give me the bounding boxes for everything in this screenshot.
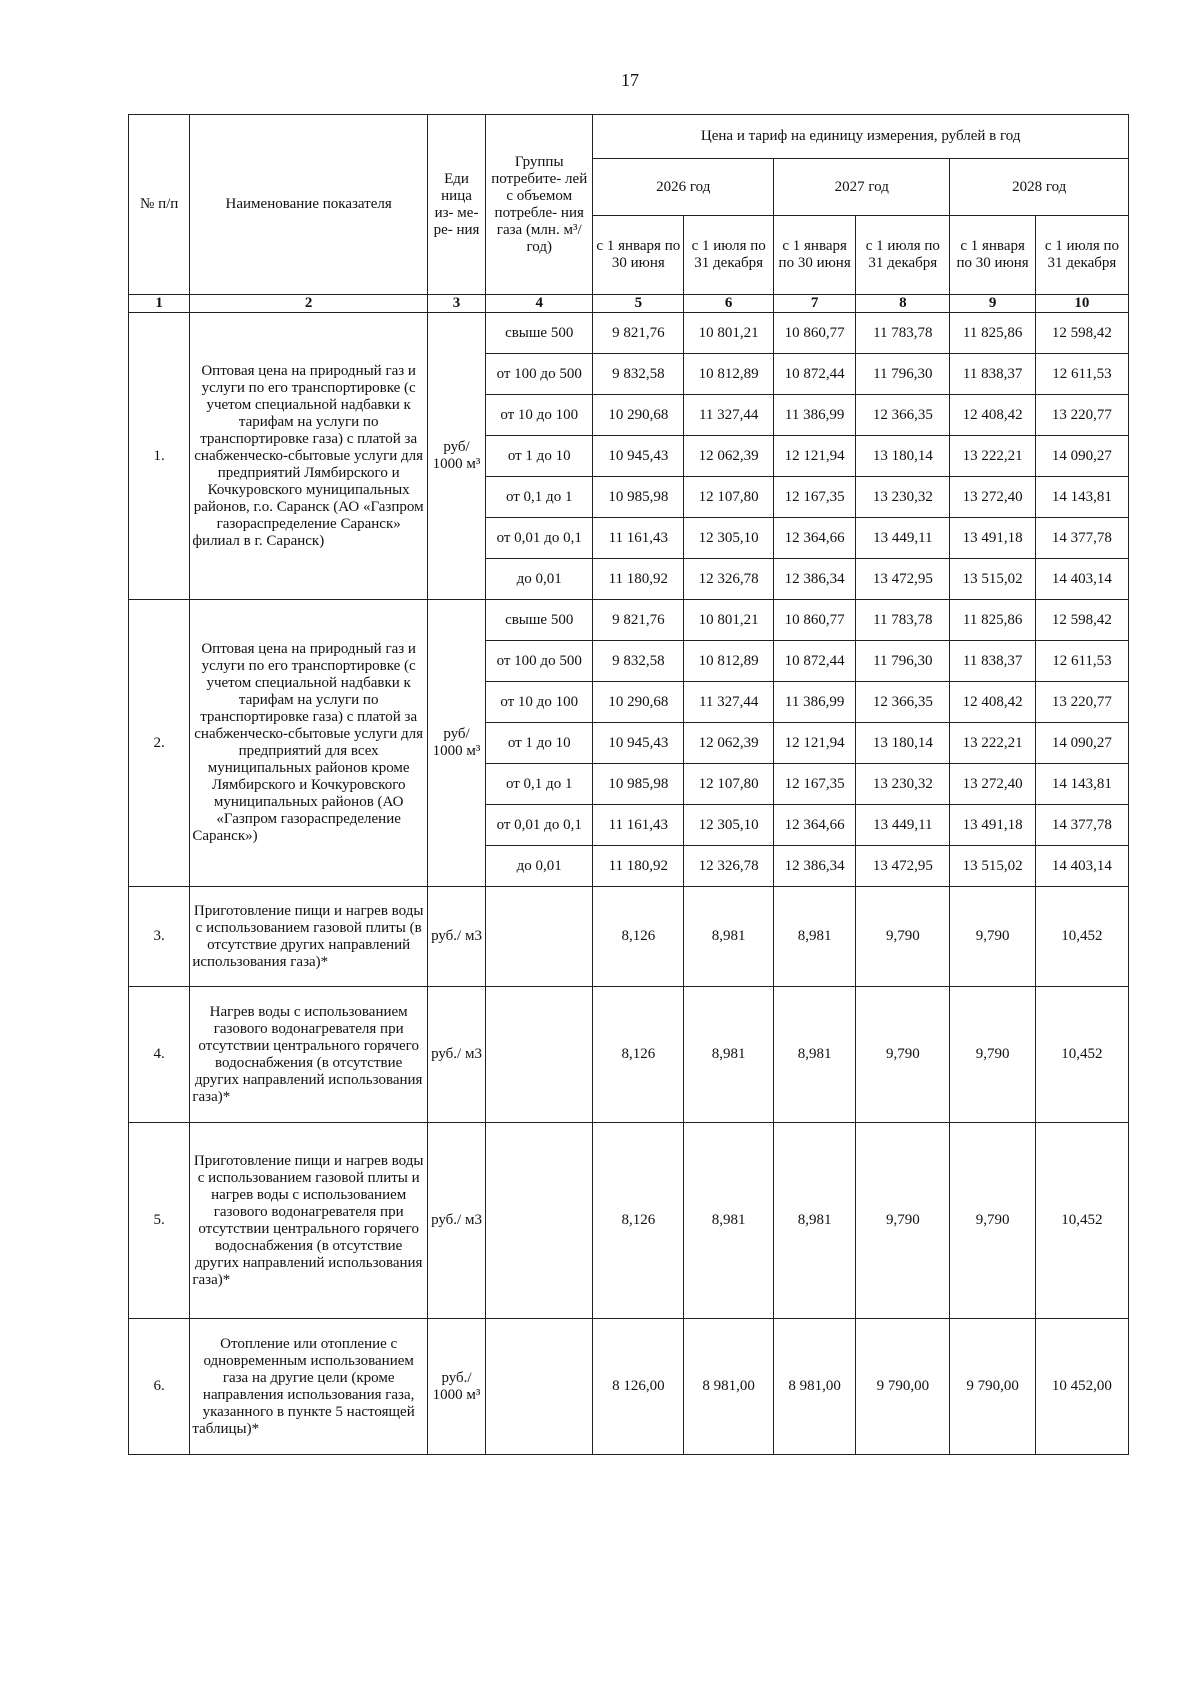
price-value: 12 386,34 xyxy=(774,559,856,600)
price-value: 11 180,92 xyxy=(593,846,684,887)
header-year-2028: 2028 год xyxy=(950,159,1129,216)
price-value: 9,790 xyxy=(856,887,950,987)
price-value: 12 611,53 xyxy=(1035,354,1128,395)
unit-cell: руб./ м3 xyxy=(428,887,486,987)
price-value: 9,790 xyxy=(856,1123,950,1319)
price-value: 13 180,14 xyxy=(856,723,950,764)
consumer-group xyxy=(486,987,593,1123)
price-value: 10 985,98 xyxy=(593,477,684,518)
price-value: 14 377,78 xyxy=(1035,805,1128,846)
price-value: 13 272,40 xyxy=(950,477,1035,518)
price-value: 11 825,86 xyxy=(950,600,1035,641)
indicator-name: Оптовая цена на природный газ и услуги по его транспортировке (с учетом специальной надбавки к тарифам на услуги по транспортировке газа) с платой за снабженческо-сбытовые услуги для предприятий Лямбирского и Кочкуровского муниципальных районов, г.о. Саранск (АО «Газпром газораспределение Саранск» филиал в г. Саранск) xyxy=(190,313,428,600)
price-value: 9,790 xyxy=(950,887,1035,987)
price-value: 12 364,66 xyxy=(774,805,856,846)
consumer-group xyxy=(486,887,593,987)
tariff-table xyxy=(128,114,1129,1455)
unit-cell: руб./ м3 xyxy=(428,1123,486,1319)
price-value: 12 366,35 xyxy=(856,395,950,436)
price-value: 13 515,02 xyxy=(950,559,1035,600)
price-value: 8,126 xyxy=(593,887,684,987)
price-value: 12 167,35 xyxy=(774,764,856,805)
price-value: 11 161,43 xyxy=(593,518,684,559)
price-value: 12 121,94 xyxy=(774,436,856,477)
row-number: 5. xyxy=(129,1123,190,1319)
row-number: 6. xyxy=(129,1319,190,1455)
header-num: № п/п xyxy=(129,115,190,295)
consumer-group: от 0,01 до 0,1 xyxy=(486,805,593,846)
price-value: 9 821,76 xyxy=(593,313,684,354)
price-value: 8,126 xyxy=(593,1123,684,1319)
column-number: 3 xyxy=(428,295,486,313)
price-value: 12 107,80 xyxy=(684,477,774,518)
consumer-group: от 10 до 100 xyxy=(486,682,593,723)
price-value: 8,981 xyxy=(684,887,774,987)
price-value: 13 230,32 xyxy=(856,477,950,518)
price-value: 11 783,78 xyxy=(856,313,950,354)
price-value: 8,126 xyxy=(593,987,684,1123)
consumer-group: свыше 500 xyxy=(486,600,593,641)
price-value: 14 090,27 xyxy=(1035,723,1128,764)
price-value: 13 449,11 xyxy=(856,518,950,559)
price-value: 10 812,89 xyxy=(684,354,774,395)
price-value: 11 796,30 xyxy=(856,354,950,395)
price-value: 11 783,78 xyxy=(856,600,950,641)
price-value: 12 326,78 xyxy=(684,846,774,887)
price-value: 11 386,99 xyxy=(774,682,856,723)
table-row xyxy=(129,987,1129,1123)
price-value: 13 180,14 xyxy=(856,436,950,477)
consumer-group: от 0,1 до 1 xyxy=(486,764,593,805)
header-year-2026: 2026 год xyxy=(593,159,774,216)
price-value: 13 472,95 xyxy=(856,559,950,600)
price-value: 12 167,35 xyxy=(774,477,856,518)
price-value: 8,981 xyxy=(684,1123,774,1319)
price-value: 10,452 xyxy=(1035,1123,1128,1319)
price-value: 11 161,43 xyxy=(593,805,684,846)
table-row xyxy=(129,1123,1129,1319)
unit-cell: руб/ 1000 м³ xyxy=(428,313,486,600)
row-number: 4. xyxy=(129,987,190,1123)
price-value: 13 491,18 xyxy=(950,805,1035,846)
price-value: 13 272,40 xyxy=(950,764,1035,805)
header-price-title: Цена и тариф на единицу измерения, рублей в год xyxy=(593,115,1129,159)
column-number: 5 xyxy=(593,295,684,313)
price-value: 12 305,10 xyxy=(684,518,774,559)
price-value: 8,981 xyxy=(774,987,856,1123)
table-row xyxy=(129,313,1129,354)
price-value: 12 326,78 xyxy=(684,559,774,600)
price-value: 12 107,80 xyxy=(684,764,774,805)
unit-cell: руб./ 1000 м³ xyxy=(428,1319,486,1455)
column-number: 6 xyxy=(684,295,774,313)
price-value: 12 408,42 xyxy=(950,395,1035,436)
table-row xyxy=(129,887,1129,987)
price-value: 9,790 xyxy=(856,987,950,1123)
price-value: 10 812,89 xyxy=(684,641,774,682)
price-value: 11 180,92 xyxy=(593,559,684,600)
column-number: 1 xyxy=(129,295,190,313)
consumer-group: от 0,01 до 0,1 xyxy=(486,518,593,559)
price-value: 8 981,00 xyxy=(774,1319,856,1455)
column-number: 8 xyxy=(856,295,950,313)
price-value: 13 491,18 xyxy=(950,518,1035,559)
price-value: 10 801,21 xyxy=(684,313,774,354)
price-value: 14 377,78 xyxy=(1035,518,1128,559)
price-value: 14 143,81 xyxy=(1035,477,1128,518)
price-value: 11 327,44 xyxy=(684,395,774,436)
price-value: 12 062,39 xyxy=(684,723,774,764)
consumer-group: от 100 до 500 xyxy=(486,641,593,682)
price-value: 10 945,43 xyxy=(593,436,684,477)
header-period: с 1 июля по 31 декабря xyxy=(856,216,950,295)
price-value: 8 981,00 xyxy=(684,1319,774,1455)
price-value: 10 872,44 xyxy=(774,354,856,395)
price-value: 11 838,37 xyxy=(950,641,1035,682)
price-value: 9,790 xyxy=(950,1123,1035,1319)
column-number: 7 xyxy=(774,295,856,313)
consumer-group: до 0,01 xyxy=(486,559,593,600)
price-value: 14 403,14 xyxy=(1035,846,1128,887)
unit-cell: руб./ м3 xyxy=(428,987,486,1123)
indicator-name: Оптовая цена на природный газ и услуги по его транспортировке (с учетом специальной надбавки к тарифам на услуги по транспортировке газа) с платой за снабженческо-сбытовые услуги для предприятий для всех муниципальных районов кроме Лямбирского и Кочкуровского муниципальных районов (АО «Газпром газораспределение Саранск») xyxy=(190,600,428,887)
table-row xyxy=(129,600,1129,641)
price-value: 10 872,44 xyxy=(774,641,856,682)
header-year-2027: 2027 год xyxy=(774,159,950,216)
consumer-group: свыше 500 xyxy=(486,313,593,354)
table-body xyxy=(129,295,1129,1455)
price-value: 10 801,21 xyxy=(684,600,774,641)
price-value: 13 220,77 xyxy=(1035,395,1128,436)
price-value: 8 126,00 xyxy=(593,1319,684,1455)
price-value: 11 386,99 xyxy=(774,395,856,436)
indicator-name: Приготовление пищи и нагрев воды с использованием газовой плиты (в отсутствие других направлений использования газа)* xyxy=(190,887,428,987)
table-header xyxy=(129,115,1129,295)
price-value: 11 825,86 xyxy=(950,313,1035,354)
price-value: 10,452 xyxy=(1035,887,1128,987)
column-number: 10 xyxy=(1035,295,1128,313)
consumer-group: до 0,01 xyxy=(486,846,593,887)
price-value: 9 790,00 xyxy=(950,1319,1035,1455)
price-value: 10 945,43 xyxy=(593,723,684,764)
price-value: 12 598,42 xyxy=(1035,313,1128,354)
header-consumer-groups-main: Группы потребите- лей с объемом потребле- ния газа (млн. xyxy=(491,153,588,238)
header-unit: Еди ница из- ме- ре- ния xyxy=(428,115,486,295)
price-value: 12 062,39 xyxy=(684,436,774,477)
price-value: 12 305,10 xyxy=(684,805,774,846)
price-value: 10 290,68 xyxy=(593,395,684,436)
header-consumer-groups xyxy=(486,115,593,295)
price-value: 10 290,68 xyxy=(593,682,684,723)
indicator-name: Отопление или отопление с одновременным использованием газа на другие цели (кроме направления использования газа, указанного в пункте 5 настоящей таблицы)* xyxy=(190,1319,428,1455)
price-value: 12 366,35 xyxy=(856,682,950,723)
price-value: 12 364,66 xyxy=(774,518,856,559)
unit-cell: руб/ 1000 м³ xyxy=(428,600,486,887)
price-value: 13 222,21 xyxy=(950,436,1035,477)
row-number: 3. xyxy=(129,887,190,987)
header-period: с 1 января по 30 июня xyxy=(950,216,1035,295)
indicator-name: Приготовление пищи и нагрев воды с использованием газовой плиты и нагрев воды с использованием газового водонагревателя при отсутствии центрального горячего водоснабжения (в отсутствие других направлений использования газа)* xyxy=(190,1123,428,1319)
price-value: 9 832,58 xyxy=(593,641,684,682)
consumer-group: от 100 до 500 xyxy=(486,354,593,395)
consumer-group: от 10 до 100 xyxy=(486,395,593,436)
price-value: 13 515,02 xyxy=(950,846,1035,887)
header-period: с 1 января по 30 июня xyxy=(774,216,856,295)
column-number: 9 xyxy=(950,295,1035,313)
price-value: 14 143,81 xyxy=(1035,764,1128,805)
price-value: 11 796,30 xyxy=(856,641,950,682)
price-value: 9 821,76 xyxy=(593,600,684,641)
price-value: 13 222,21 xyxy=(950,723,1035,764)
price-value: 9 790,00 xyxy=(856,1319,950,1455)
price-value: 14 090,27 xyxy=(1035,436,1128,477)
price-value: 13 230,32 xyxy=(856,764,950,805)
price-value: 9 832,58 xyxy=(593,354,684,395)
price-value: 12 121,94 xyxy=(774,723,856,764)
price-value: 10 860,77 xyxy=(774,313,856,354)
price-value: 12 386,34 xyxy=(774,846,856,887)
page-number: 17 xyxy=(621,70,639,90)
row-number: 2. xyxy=(129,600,190,887)
column-number: 2 xyxy=(190,295,428,313)
price-value: 14 403,14 xyxy=(1035,559,1128,600)
price-value: 8,981 xyxy=(774,887,856,987)
row-number: 1. xyxy=(129,313,190,600)
price-value: 13 220,77 xyxy=(1035,682,1128,723)
price-value: 12 408,42 xyxy=(950,682,1035,723)
price-value: 12 598,42 xyxy=(1035,600,1128,641)
price-value: 8,981 xyxy=(684,987,774,1123)
consumer-group: от 0,1 до 1 xyxy=(486,477,593,518)
consumer-group xyxy=(486,1319,593,1455)
price-value: 10 985,98 xyxy=(593,764,684,805)
consumer-group xyxy=(486,1123,593,1319)
header-name: Наименование показателя xyxy=(190,115,428,295)
price-value: 8,981 xyxy=(774,1123,856,1319)
header-period: с 1 июля по 31 декабря xyxy=(1035,216,1128,295)
header-consumer-groups-unit: м³/год) xyxy=(526,221,582,255)
header-period: с 1 июля по 31 декабря xyxy=(684,216,774,295)
price-value: 9,790 xyxy=(950,987,1035,1123)
price-value: 11 327,44 xyxy=(684,682,774,723)
price-value: 11 838,37 xyxy=(950,354,1035,395)
price-value: 13 472,95 xyxy=(856,846,950,887)
column-numbers-row xyxy=(129,295,1129,313)
header-period: с 1 января по 30 июня xyxy=(593,216,684,295)
column-number: 4 xyxy=(486,295,593,313)
consumer-group: от 1 до 10 xyxy=(486,723,593,764)
price-value: 10,452 xyxy=(1035,987,1128,1123)
price-value: 10 452,00 xyxy=(1035,1319,1128,1455)
indicator-name: Нагрев воды с использованием газового водонагревателя при отсутствии центрального горячего водоснабжения (в отсутствие других направлений использования газа)* xyxy=(190,987,428,1123)
table-row xyxy=(129,1319,1129,1455)
price-value: 12 611,53 xyxy=(1035,641,1128,682)
consumer-group: от 1 до 10 xyxy=(486,436,593,477)
price-value: 10 860,77 xyxy=(774,600,856,641)
price-value: 13 449,11 xyxy=(856,805,950,846)
